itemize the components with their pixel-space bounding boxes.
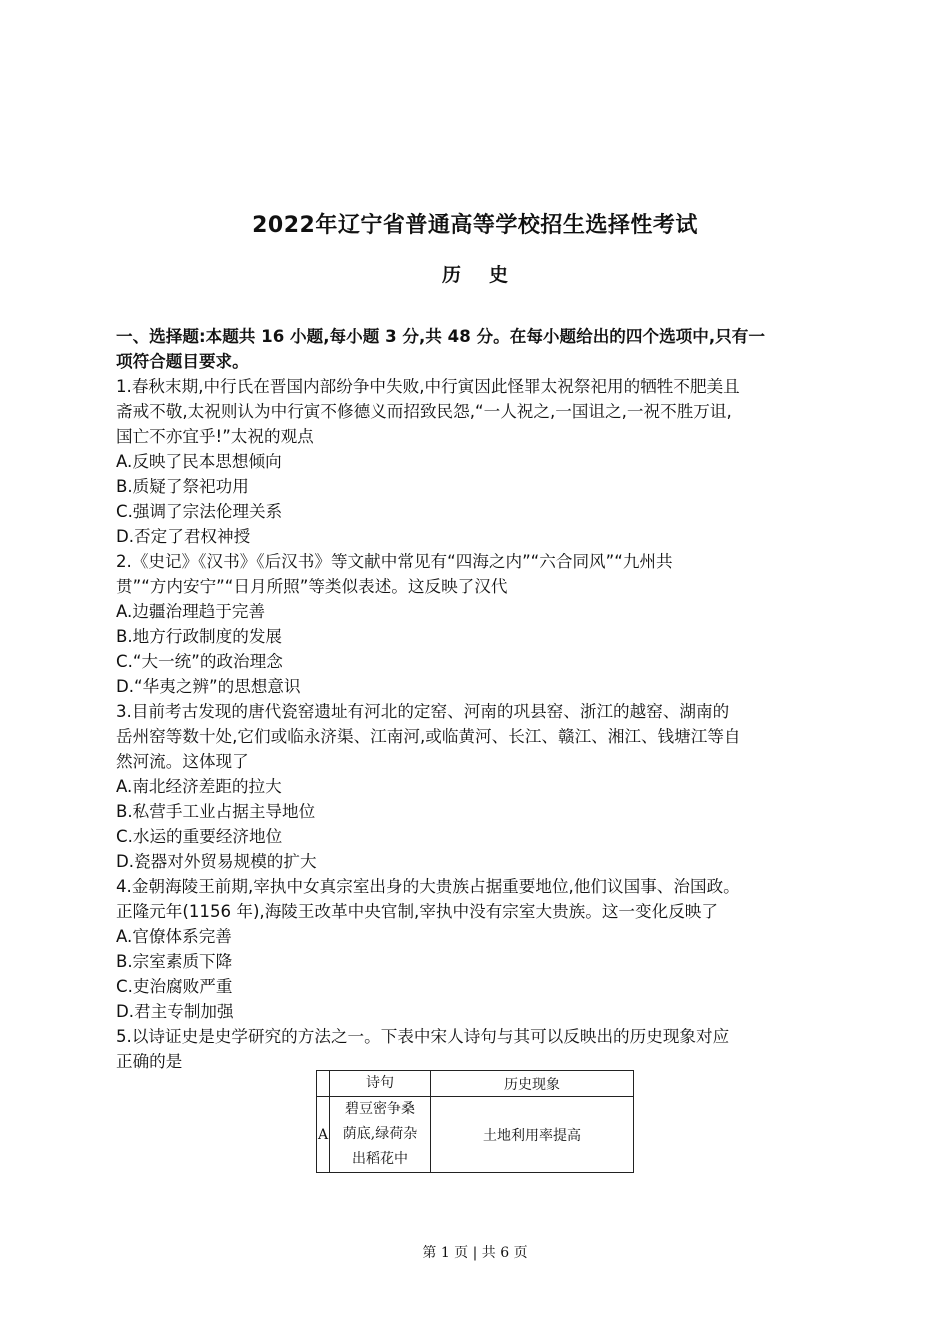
question-stem: 斋戒不敬,太祝则认为中行寅不修德义而招致民怨,“一人祝之,一国诅之,一祝不胜万诅, — [116, 402, 732, 421]
question-5 — [116, 1024, 838, 1074]
option-a: A.反映了民本思想倾向 — [116, 452, 282, 471]
table-header-cell — [317, 1071, 330, 1097]
question-stem: 4.金朝海陵王前期,宰执中女真宗室出身的大贵族占据重要地位,他们议国事、治国政。 — [116, 877, 740, 896]
poem-history-table — [316, 1070, 634, 1173]
subject-char: 历 — [441, 264, 461, 286]
question-2 — [116, 549, 838, 699]
section-heading: 项符合题目要求。 — [116, 352, 249, 371]
table-row — [317, 1097, 634, 1173]
table-header-row — [317, 1071, 634, 1097]
poem-line: 碧豆密争桑 — [345, 1101, 415, 1117]
option-a: A.边疆治理趋于完善 — [116, 602, 266, 621]
option-d: D.君主专制加强 — [116, 1002, 234, 1021]
subject-heading — [0, 260, 950, 287]
question-stem: 2.《史记》《汉书》《后汉书》等文献中常见有“四海之内”“六合同风”“九州共 — [116, 552, 673, 571]
exam-content — [116, 324, 838, 1074]
question-stem: 贯”“方内安宁”“日月所照”等类似表述。这反映了汉代 — [116, 577, 508, 596]
poem-line: 荫底,绿荷杂 — [342, 1126, 418, 1142]
option-c: C.“大一统”的政治理念 — [116, 652, 283, 671]
table-cell-poem — [330, 1097, 431, 1173]
option-d: D.“华夷之辨”的思想意识 — [116, 677, 301, 696]
question-4 — [116, 874, 838, 1024]
question-stem: 1.春秋末期,中行氏在晋国内部纷争中失败,中行寅因此怪罪太祝祭祀用的牺牲不肥美且 — [116, 377, 740, 396]
option-c: C.水运的重要经济地位 — [116, 827, 283, 846]
option-a: A.官僚体系完善 — [116, 927, 232, 946]
table-cell-letter: A — [317, 1097, 330, 1173]
poem-line: 出稻花中 — [352, 1151, 408, 1167]
option-a: A.南北经济差距的拉大 — [116, 777, 282, 796]
option-d: D.否定了君权神授 — [116, 527, 251, 546]
option-b: B.宗室素质下降 — [116, 952, 233, 971]
table-header-cell: 历史现象 — [431, 1071, 634, 1097]
option-b: B.私营手工业占据主导地位 — [116, 802, 316, 821]
exam-title: 2022年辽宁省普通高等学校招生选择性考试 — [252, 213, 698, 238]
subject-char: 史 — [489, 264, 509, 286]
page-footer: 第 1 页 | 共 6 页 — [422, 1245, 528, 1261]
question-stem: 5.以诗证史是史学研究的方法之一。下表中宋人诗句与其可以反映出的历史现象对应 — [116, 1027, 730, 1046]
option-b: B.地方行政制度的发展 — [116, 627, 283, 646]
option-c: C.强调了宗法伦理关系 — [116, 502, 283, 521]
question-stem: 国亡不亦宜乎!”太祝的观点 — [116, 427, 314, 446]
option-c: C.吏治腐败严重 — [116, 977, 233, 996]
option-b: B.质疑了祭祀功用 — [116, 477, 249, 496]
table-cell-phenomenon: 土地利用率提高 — [431, 1097, 634, 1173]
question-3 — [116, 699, 838, 874]
table-header-cell: 诗句 — [330, 1071, 431, 1097]
section-heading: 一、选择题:本题共 16 小题,每小题 3 分,共 48 分。在每小题给出的四个选项中,只有一 — [116, 327, 765, 346]
question-stem: 正隆元年(1156 年),海陵王改革中央官制,宰执中没有宗室大贵族。这一变化反映了 — [116, 902, 718, 921]
question-1 — [116, 374, 838, 549]
question-stem: 然河流。这体现了 — [116, 752, 249, 771]
option-d: D.瓷器对外贸易规模的扩大 — [116, 852, 317, 871]
question-stem: 3.目前考古发现的唐代瓷窑遗址有河北的定窑、河南的巩县窑、浙江的越窑、湖南的 — [116, 702, 730, 721]
question-stem: 岳州窑等数十处,它们或临永济渠、江南河,或临黄河、长江、赣江、湘江、钱塘江等自 — [116, 727, 741, 746]
question-stem: 正确的是 — [116, 1052, 183, 1071]
